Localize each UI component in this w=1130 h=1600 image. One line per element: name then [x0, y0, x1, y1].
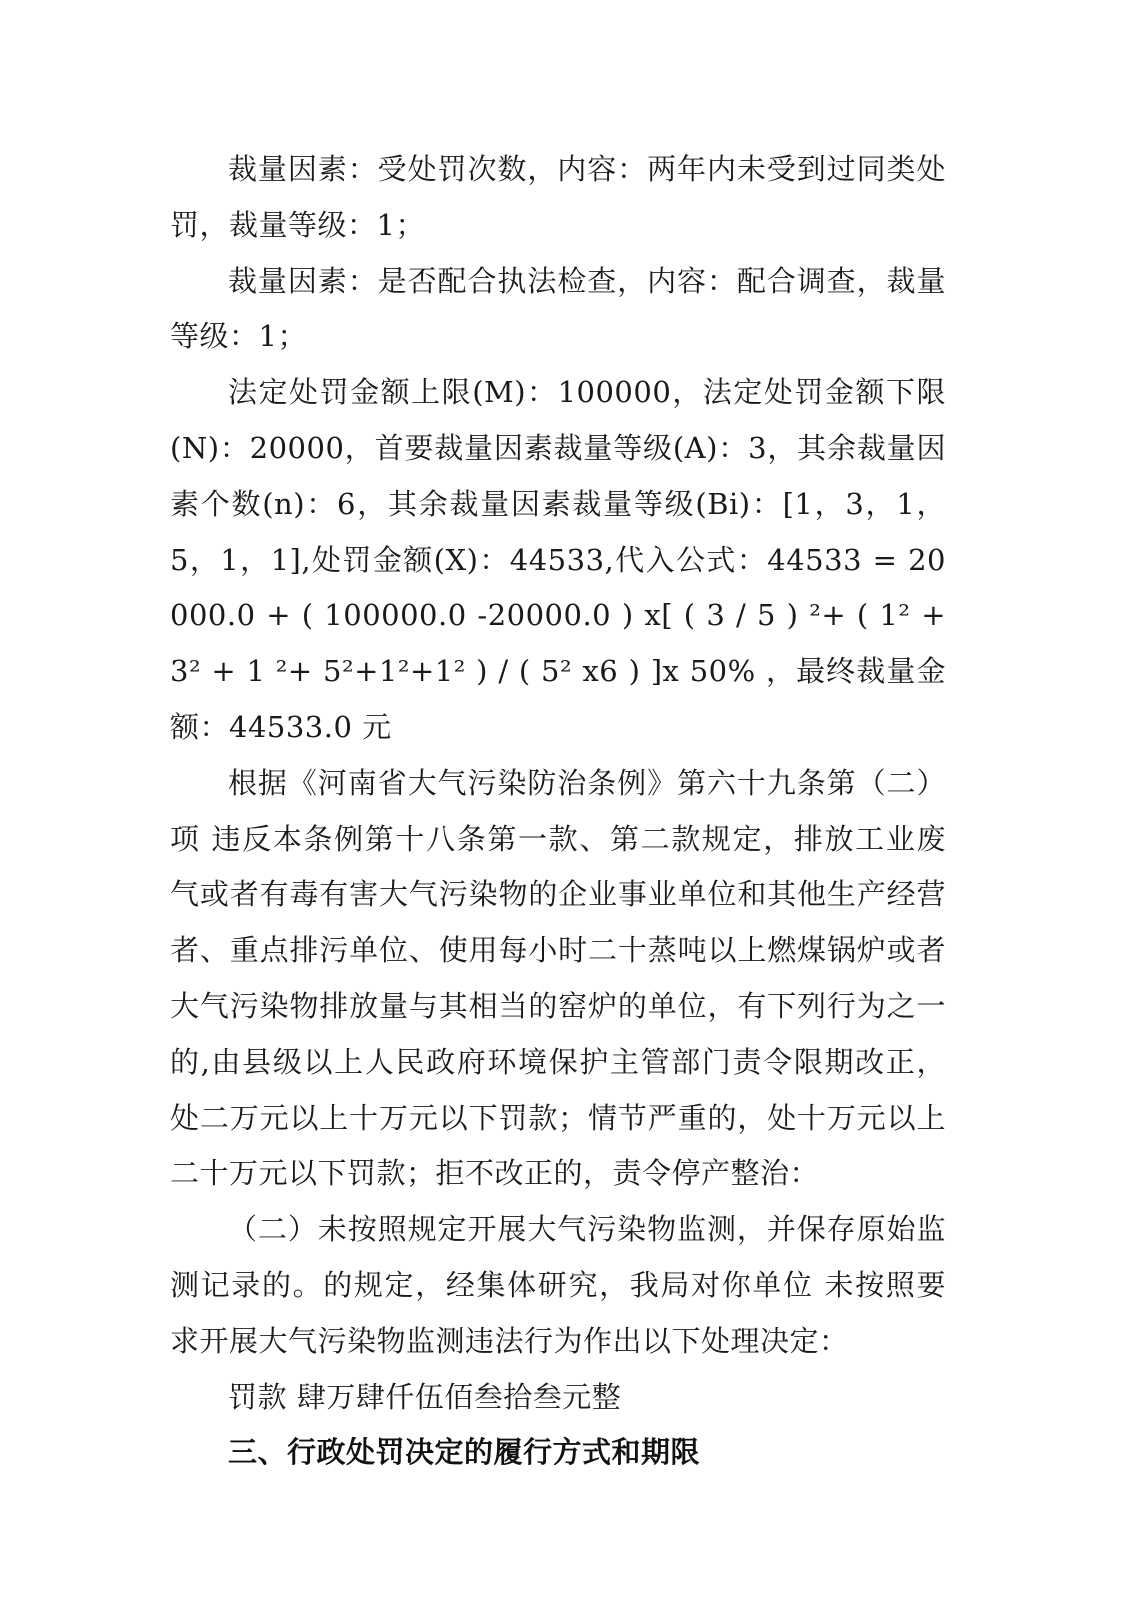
paragraph-violation-item: （二）未按照规定开展大气污染物监测，并保存原始监测记录的。的规定，经集体研究，我局对你单位 未按照要求开展大气污染物监测违法行为作出以下处理决定：: [170, 1212, 946, 1358]
document-body: [170, 142, 946, 1481]
paragraph-fine-amount: 罚款 肆万肆仟伍佰叁拾叁元整: [228, 1379, 622, 1414]
section-heading: 三、行政处罚决定的履行方式和期限: [228, 1435, 701, 1470]
paragraph-discretion-factor-penalty-count: 裁量因素：受处罚次数，内容：两年内未受到过同类处罚，裁量等级：1；: [170, 152, 946, 242]
paragraph-penalty-calculation: 法定处罚金额上限(M)：100000，法定处罚金额下限(N)：20000，首要裁量因素裁量等级(A)：3，其余裁量因素个数(n)：6，其余裁量因素裁量等级(Bi)：[1，3，1，5，1，1],处罚金额(X)：44533,代入公式：44533 = 20000.0 + ( 100000.0 -20000.0 ) x[ ( 3 / 5 ) ²+ ( 1² + 3² + 1 ²+ 5²+1²+1² ) / ( 5² x6 ) ]x 50% ，最终裁量金额：44533.0 元: [170, 375, 946, 744]
paragraph-discretion-factor-cooperation: 裁量因素：是否配合执法检查，内容：配合调查，裁量等级：1；: [170, 263, 946, 354]
paragraph-legal-basis: 根据《河南省大气污染防治条例》第六十九条第（二）项 违反本条例第十八条第一款、第二款规定，排放工业废气或者有毒有害大气污染物的企业事业单位和其他生产经营者、重点排污单位、使用每小时二十蒸吨以上燃煤锅炉或者大气污染物排放量与其相当的窑炉的单位，有下列行为之一的,由县级以上人民政府环境保护主管部门责令限期改正，处二万元以上十万元以下罚款；情节严重的，处十万元以上二十万元以下罚款；拒不改正的，责令停产整治：: [170, 765, 946, 1191]
